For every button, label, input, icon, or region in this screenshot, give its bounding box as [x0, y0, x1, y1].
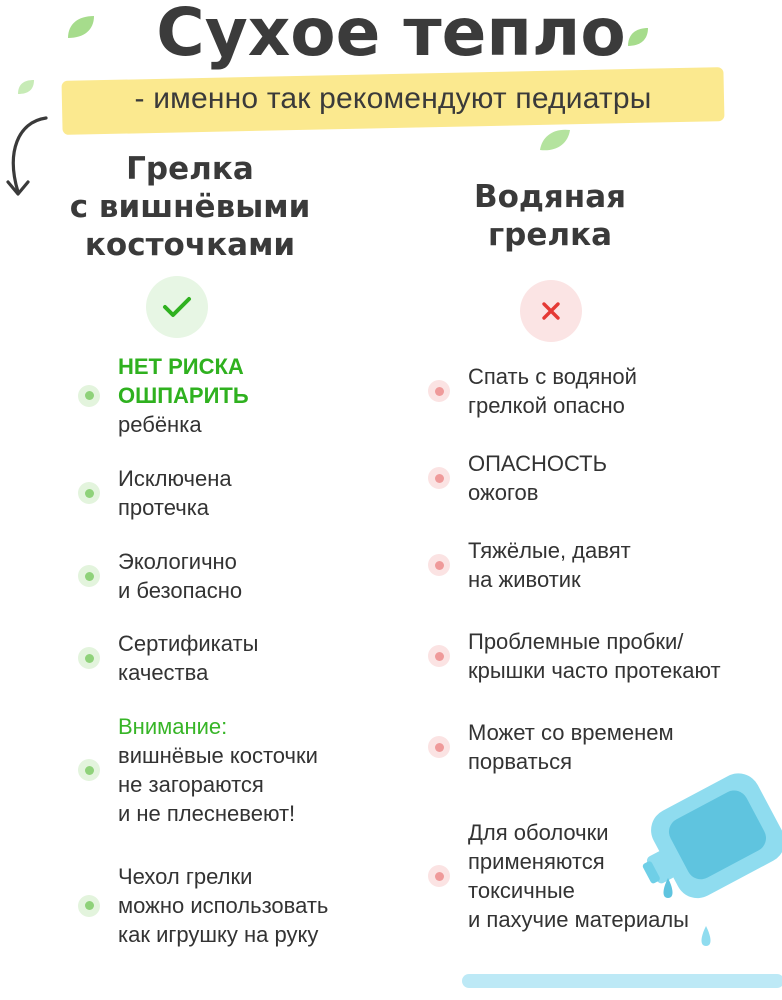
- list-item: [78, 547, 242, 605]
- item-line: Экологично: [118, 549, 237, 574]
- item-line: Проблемные пробки/: [468, 629, 684, 654]
- leaf-icon: [538, 126, 572, 152]
- page-title: Сухое тепло: [156, 0, 626, 71]
- list-item: [428, 718, 674, 776]
- item-line: Исключена: [118, 466, 232, 491]
- bullet-icon: [78, 647, 100, 669]
- item-line: на животик: [468, 567, 581, 592]
- cross-icon: [540, 300, 562, 322]
- item-line: можно использовать: [118, 893, 329, 918]
- item-line: не загораются: [118, 772, 264, 797]
- bullet-icon: [78, 895, 100, 917]
- item-line: Может со временем: [468, 720, 674, 745]
- bullet-icon: [428, 865, 450, 887]
- right-column-heading: [440, 178, 660, 254]
- leaf-icon: [16, 78, 36, 96]
- item-line: ожогов: [468, 480, 539, 505]
- item-line: крышки часто протекают: [468, 658, 721, 683]
- bullet-icon: [78, 759, 100, 781]
- item-line: протечка: [118, 495, 210, 520]
- item-line: порваться: [468, 749, 573, 774]
- item-line: грелкой опасно: [468, 393, 625, 418]
- item-line: вишнёвые косточки: [118, 743, 318, 768]
- item-line: как игрушку на руку: [118, 922, 319, 947]
- list-item: [428, 627, 721, 685]
- item-line: Внимание:: [118, 714, 228, 739]
- list-item: [428, 536, 631, 594]
- heading-line: Водяная: [473, 179, 627, 215]
- water-puddle: [462, 974, 782, 988]
- positive-badge: [146, 276, 208, 338]
- bullet-icon: [78, 482, 100, 504]
- item-line: токсичные: [468, 878, 575, 903]
- item-line: качества: [118, 660, 209, 685]
- item-line: и безопасно: [118, 578, 243, 603]
- bullet-icon: [428, 554, 450, 576]
- item-line: применяются: [468, 849, 605, 874]
- list-item: [78, 464, 232, 522]
- list-item: [428, 362, 637, 420]
- bullet-icon: [78, 385, 100, 407]
- leaf-icon: [66, 14, 96, 40]
- leaf-icon: [626, 26, 650, 48]
- heading-line: Грелка: [126, 151, 254, 187]
- item-line: НЕТ РИСКА: [118, 354, 244, 379]
- item-line: и не плесневеют!: [118, 801, 296, 826]
- item-line: ребёнка: [118, 412, 202, 437]
- bullet-icon: [428, 467, 450, 489]
- bullet-icon: [78, 565, 100, 587]
- heading-line: косточками: [84, 227, 296, 263]
- item-line: ОШПАРИТЬ: [118, 383, 249, 408]
- left-column-heading: [60, 150, 320, 264]
- list-item: [78, 862, 328, 949]
- list-item: [78, 352, 249, 439]
- item-line: Спать с водяной: [468, 364, 637, 389]
- bullet-icon: [428, 380, 450, 402]
- bullet-icon: [428, 645, 450, 667]
- item-line: ОПАСНОСТЬ: [468, 451, 608, 476]
- check-icon: [162, 295, 192, 319]
- heading-line: с вишнёвыми: [69, 189, 311, 225]
- item-line: Для оболочки: [468, 820, 609, 845]
- list-item: [78, 712, 318, 828]
- item-line: Чехол грелки: [118, 864, 253, 889]
- item-line: Сертификаты: [118, 631, 259, 656]
- heading-line: грелка: [487, 217, 613, 253]
- list-item: [428, 449, 607, 507]
- subtitle: - именно так рекомендуют педиатры: [134, 82, 652, 115]
- bullet-icon: [428, 736, 450, 758]
- curved-arrow-icon: [0, 112, 60, 212]
- water-bottle-icon: [638, 758, 782, 954]
- item-line: Тяжёлые, давят: [468, 538, 631, 563]
- list-item: [78, 629, 258, 687]
- negative-badge: [520, 280, 582, 342]
- item-line: и пахучие материалы: [468, 907, 689, 932]
